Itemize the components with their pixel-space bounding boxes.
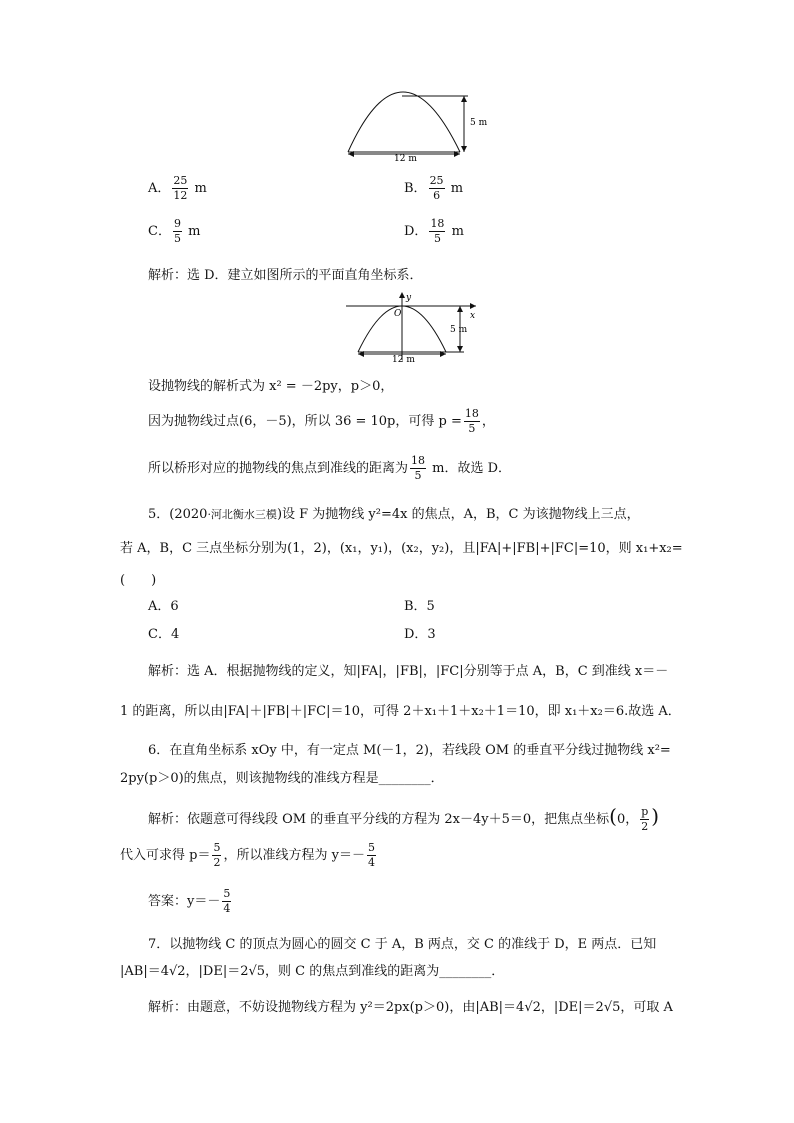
q5-option-b: B．5 [404, 599, 435, 614]
q5-option-c: C．4 [148, 627, 180, 642]
height-label-2: 5 m [450, 325, 468, 335]
q7-solution-line1: 解析：由题意，不妨设抛物线方程为 y²＝2px(p＞0)，由|AB|＝4√2，|DE|＝2√5，可取 A [148, 1000, 673, 1015]
q6-stem-line2: 2py(p＞0)的焦点，则该抛物线的准线方程是________． [120, 771, 444, 786]
q5-stem-line3: ( ) [120, 573, 157, 588]
q4-solution-line4: 所以桥形对应的抛物线的焦点到准线的距离为 $\frac{18}{5}$ m．故选 D． [148, 454, 512, 482]
q5-solution-line1: 解析：选 A．根据抛物线的定义，知|FA|，|FB|，|FC|分别等于点 A，B，C 到准线 x＝－ [148, 664, 669, 679]
x-label: x [470, 311, 476, 321]
option-d: D． $\frac{18}{5}$ m [404, 217, 464, 245]
y-label: y [406, 293, 412, 303]
q4-solution-line1: 解析：选 D．建立如图所示的平面直角坐标系． [148, 268, 423, 283]
q6-stem-line1: 6．在直角坐标系 xOy 中，有一定点 M(－1，2)，若线段 OM 的垂直平分线过抛物线 x²= [148, 743, 671, 758]
option-b: B． $\frac{25}{6}$ m [404, 174, 464, 202]
width-label-2: 12 m [392, 355, 415, 365]
height-label: 5 m [470, 118, 488, 128]
q5-stem-line1: 5．(2020·河北衡水三模)设 F 为抛物线 y²=4x 的焦点，A，B，C 为该抛物线上三点， [148, 507, 640, 522]
arch-figure [340, 88, 488, 166]
coordinate-figure [342, 290, 482, 365]
q7-stem-line2: |AB|＝4√2，|DE|＝2√5，则 C 的焦点到准线的距离为________． [120, 964, 505, 979]
width-label: 12 m [394, 154, 417, 164]
option-a: A． $\frac{25}{12}$ m [148, 174, 207, 202]
q5-option-a: A．6 [148, 599, 179, 614]
q5-stem-line2: 若 A，B，C 三点坐标分别为(1，2)，(x₁，y₁)，(x₂，y₂)，且|FA|+|FB|+|FC|=10，则 x₁+x₂= [120, 541, 683, 556]
q5-solution-line2: 1 的距离，所以由|FA|＋|FB|＋|FC|＝10，可得 2＋x₁＋1＋x₂＋1＝10，即 x₁＋x₂＝6.故选 A． [120, 704, 681, 719]
option-c: C． $\frac{9}{5}$ m [148, 217, 201, 245]
q6-solution-line2: 代入可求得 p＝ $\frac{5}{2}$ ，所以准线方程为 y＝－ $\frac{5}{4}$ [120, 841, 375, 869]
origin-label: O [394, 309, 402, 319]
q6-solution-line1: 解析：依题意可得线段 OM 的垂直平分线的方程为 2x－4y＋5＝0，把焦点坐标(0， $\frac{p}{2}$ ) [148, 804, 660, 833]
q7-stem-line1: 7．以抛物线 C 的顶点为圆心的圆交 C 于 A，B 两点，交 C 的准线于 D，E 两点．已知 [148, 937, 657, 952]
arch-curve [348, 92, 460, 152]
q4-solution-line2: 设抛物线的解析式为 x² = －2py，p＞0， [148, 379, 394, 394]
q6-answer: 答案：y＝－ $\frac{5}{4}$ [148, 887, 231, 915]
q5-option-d: D．3 [404, 627, 436, 642]
q4-solution-line3: 因为抛物线过点(6，－5)，所以 36 = 10p，可得 p = $\frac{18}{5}$ ， [148, 407, 495, 435]
